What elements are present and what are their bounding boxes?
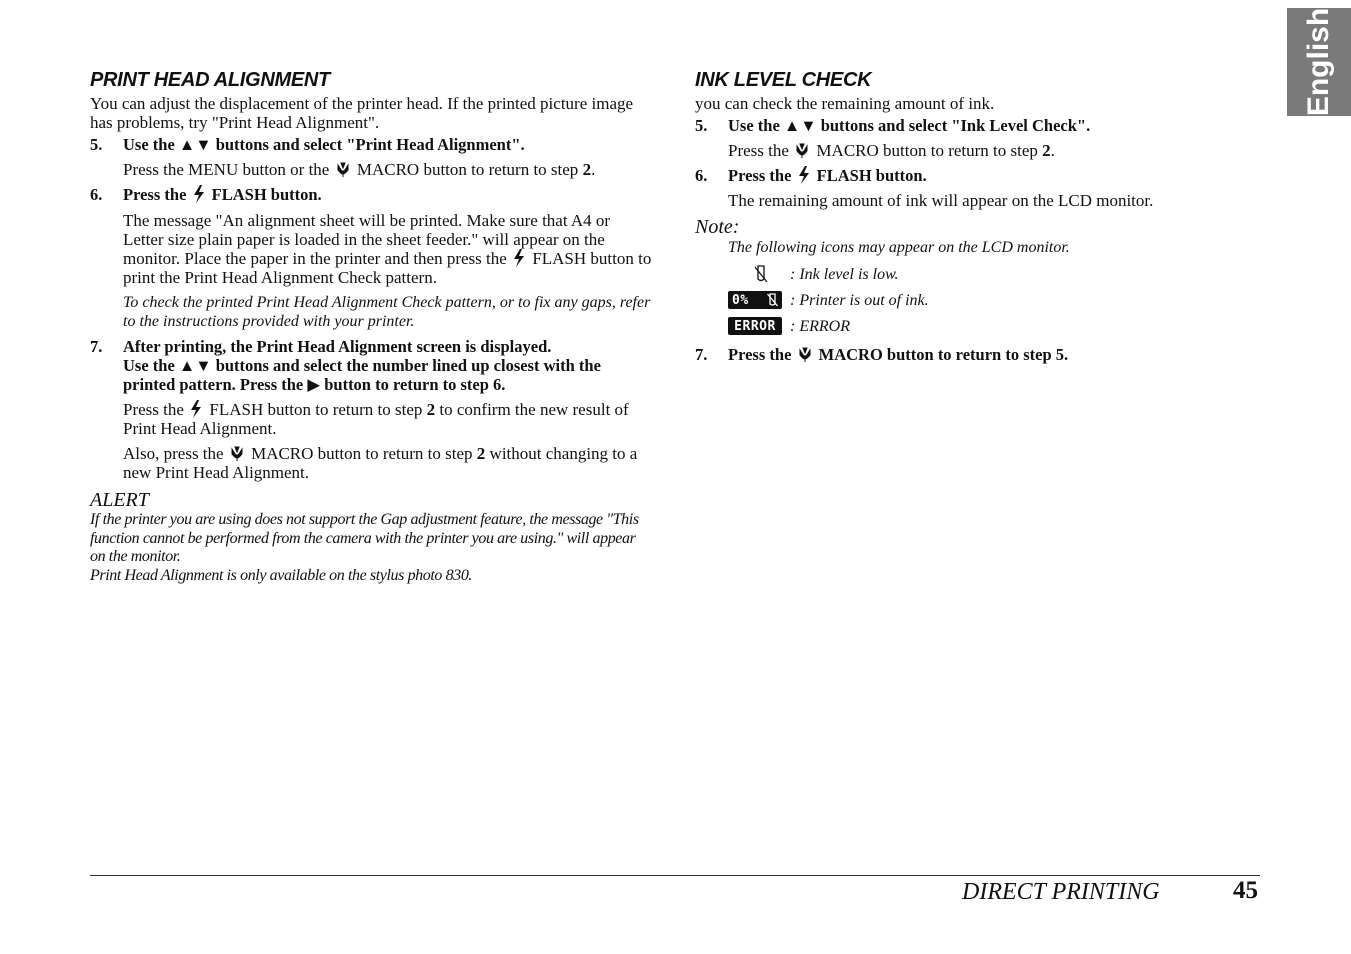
left-column [90,66,654,585]
left-step-6-detail [90,211,654,287]
error-icon: ERROR [728,317,782,335]
step-text [728,116,1090,135]
step-text-post: buttons and select "Print Head Alignment". [211,135,525,154]
ink-out-badge: 0% [732,292,749,308]
language-tab [1287,8,1351,116]
note-item-label: : ERROR [790,317,850,335]
step-number: 7. [90,337,103,356]
detail-end: without changing to a new Print Head Alignment. [123,444,638,482]
ink-out-icon [728,291,782,309]
step-text-end: . [1064,345,1069,364]
note-item-label: : Printer is out of ink. [790,291,929,309]
step-number: 7. [695,345,708,364]
right-step-6 [695,166,1255,185]
language-tab-label: English [1302,7,1335,117]
step-text [728,166,927,185]
step-text [123,185,322,204]
up-down-arrows-icon: ▲▼ [178,356,212,375]
detail-end: . [1050,141,1055,160]
step-number: 6. [90,185,103,204]
detail-post: FLASH button to return to step [205,400,427,419]
step-ref: 2 [1042,141,1051,160]
macro-flower-icon [795,142,809,159]
icon-cell [728,265,790,283]
step-text-pre: Press the [728,345,796,364]
right-arrow-icon: ▶ [307,375,321,394]
detail-post: MACRO button to return to step [812,141,1043,160]
step-number: 5. [90,135,103,154]
note-caption: Note: [695,216,740,238]
flash-icon [513,249,525,267]
flash-icon [190,400,202,418]
step-line-2-mid: buttons and select the number lined up closest with the printed pattern. Press the [123,356,601,394]
step-number: 5. [695,116,708,135]
detail-pre: Also, press the [123,444,228,463]
step-ref: 2 [582,160,592,179]
step-text-pre: Use the [123,135,179,154]
left-step-6 [90,185,654,204]
detail-pre: Press the [728,141,794,160]
icon-cell [728,291,790,309]
macro-flower-icon [336,161,350,178]
ink-level-check-intro: you can check the remaining amount of ink. [695,94,995,113]
right-step-7 [695,345,1255,364]
detail-pre: Press the [123,400,189,419]
step-ref: 2 [426,400,436,419]
detail-pre: The message "An alignment sheet will be printed. Make sure that A4 or Letter size plain paper is loaded in the sheet feeder." will appear on the monitor. Place the paper in the printer and then press the [123,211,611,268]
macro-flower-icon [230,445,244,462]
right-column [695,66,1255,364]
note-item-error [695,313,1255,339]
footer-divider [90,875,1260,876]
step-text-post: FLASH button. [207,185,322,204]
alert-text-2: Print Head Alignment is only available on the stylus photo 830. [90,566,473,584]
page-number: 45 [1233,877,1258,904]
flash-icon [798,166,810,184]
left-step-6-note: To check the printed Print Head Alignment Check pattern, or to fix any gaps, refer to the instructions provided with your printer. [123,294,651,330]
note-item-ink-low [695,261,1255,287]
macro-flower-icon [798,346,812,363]
print-head-alignment-intro: You can adjust the displacement of the printer head. If the printed picture image has problems, try "Print Head Alignment". [90,94,634,132]
ink-level-check-heading: INK LEVEL CHECK [695,69,872,91]
detail-end: . [591,160,596,179]
note-intro: The following icons may appear on the LCD monitor. [728,239,1070,256]
step-line-1: After printing, the Print Head Alignment screen is displayed. [123,337,552,356]
step-number: 6. [695,166,708,185]
step-line-2-pre: Use the [123,356,179,375]
up-down-arrows-icon: ▲▼ [783,116,817,135]
right-step-5 [695,116,1255,135]
step-text-post: buttons and select "Ink Level Check". [816,116,1091,135]
alert-caption: ALERT [90,489,149,511]
right-step-5-detail [695,141,1255,160]
step-text-post: MACRO button to return to step [814,345,1056,364]
detail-pre: Press the MENU button or the [123,160,334,179]
detail-post: MACRO button to return to step [352,160,583,179]
step-text-post: FLASH button. [812,166,927,185]
left-step-7 [90,337,654,394]
note-item-label: : Ink level is low. [790,265,899,283]
step-text [728,345,1068,364]
empty-ink-icon [767,293,778,307]
step-text-pre: Press the [123,185,191,204]
icon-cell [728,317,790,335]
step-text-pre: Use the [728,116,784,135]
step-line-2-post: button to return to step 6. [320,375,506,394]
detail-post: FLASH button to print the Print Head Alignment Check pattern. [123,249,652,287]
step-ref: 5 [1055,345,1064,364]
up-down-arrows-icon: ▲▼ [178,135,212,154]
left-step-7-detail-1 [90,400,654,438]
left-step-5 [90,135,654,154]
left-step-7-detail-2 [90,444,654,482]
detail-post: MACRO button to return to step [246,444,477,463]
step-text [123,135,525,154]
step-text [123,337,654,394]
step-text-pre: Press the [728,166,796,185]
ink-low-icon [754,265,768,283]
left-step-5-detail [90,160,654,179]
right-step-6-detail: The remaining amount of ink will appear on the LCD monitor. [728,191,1154,210]
detail-end: to confirm the new result of Print Head Alignment. [123,400,629,438]
flash-icon [193,185,205,203]
print-head-alignment-heading: PRINT HEAD ALIGNMENT [90,69,330,91]
step-ref: 2 [476,444,486,463]
footer-section-title: DIRECT PRINTING [962,879,1160,905]
note-item-ink-out [695,287,1255,313]
alert-text: If the printer you are using does not support the Gap adjustment feature, the message "This function cannot be performed from the camera with the printer you are using." will appear on the monitor. [90,511,639,565]
